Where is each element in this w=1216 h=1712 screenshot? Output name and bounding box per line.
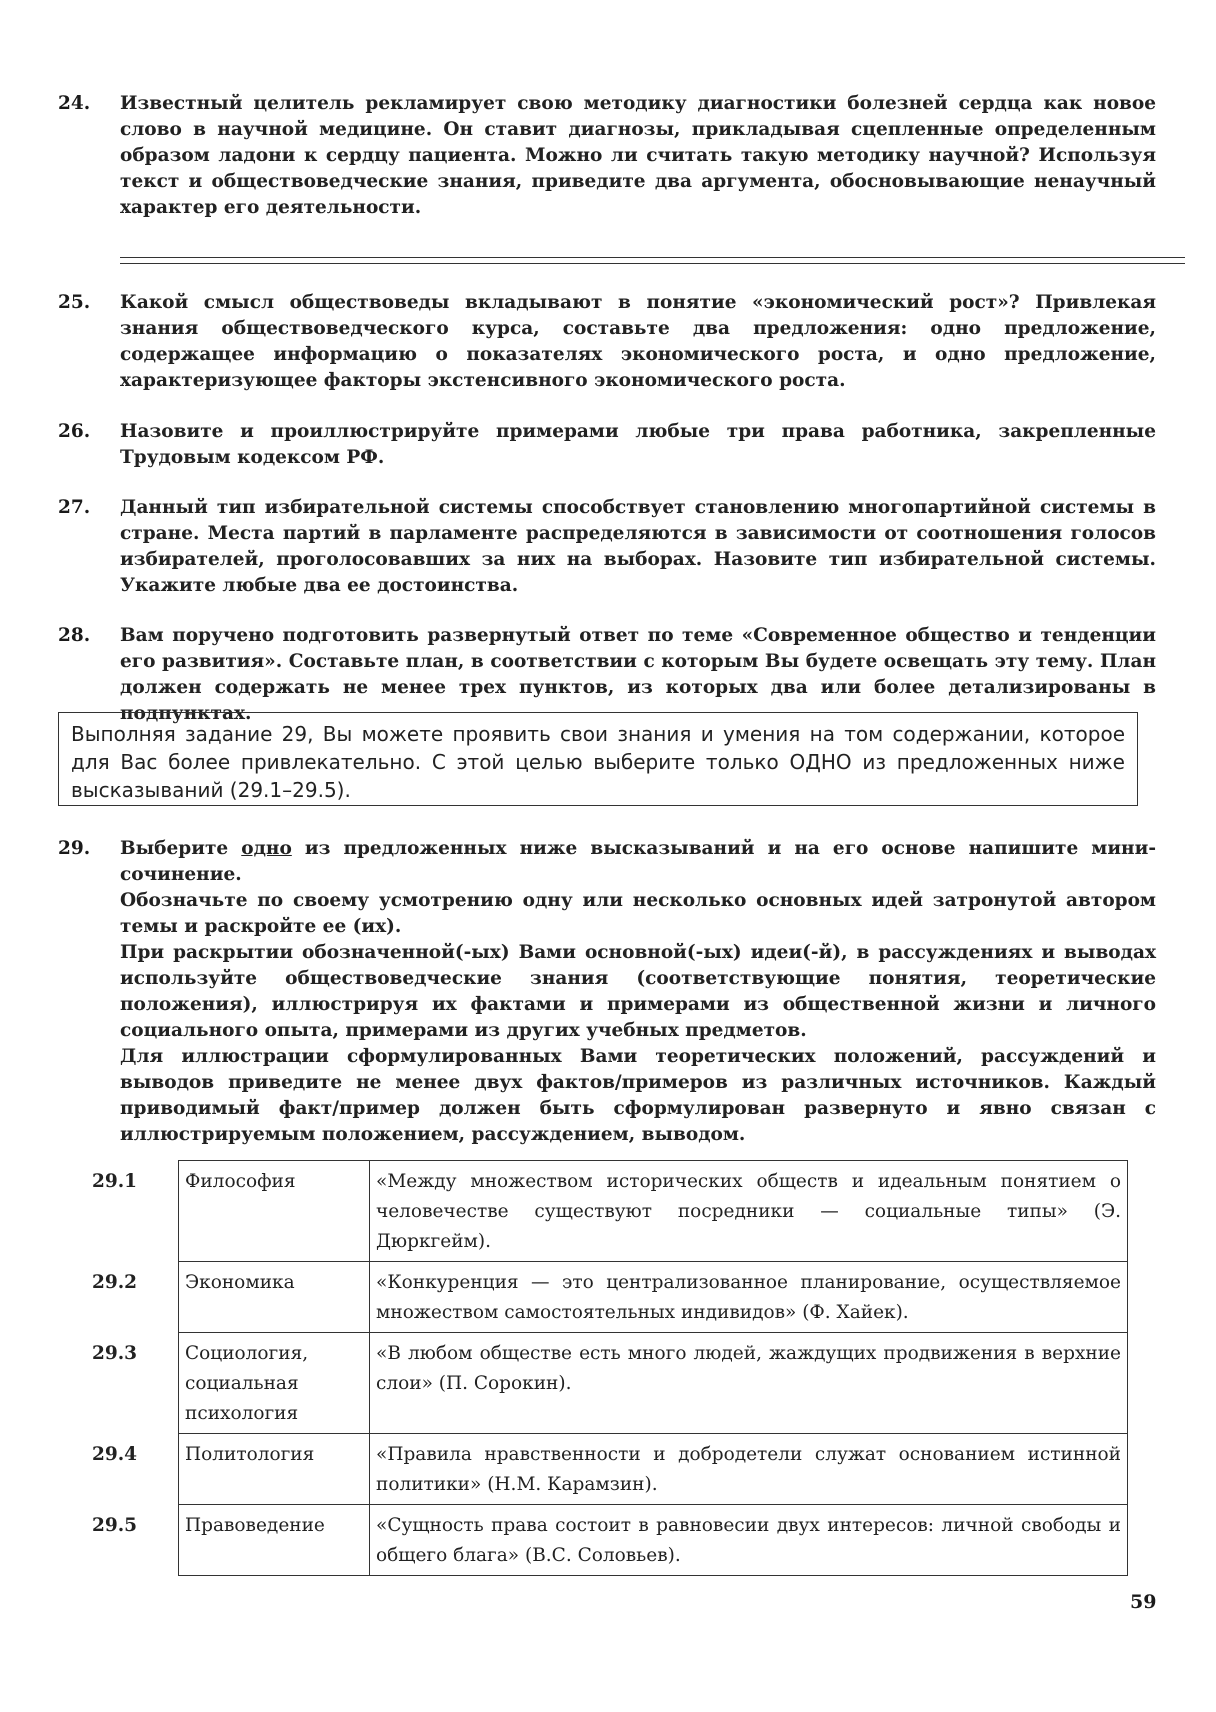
task-number: 28. bbox=[58, 625, 91, 646]
task-text: Какой смысл обществоведы вкладывают в понятие «экономический рост»? Привлекая знания обществоведческого курса, составьте два предложения: одно предложение, содержащее информацию о показателях экономического роста, и одно предложение, характеризующее факторы экстенсивного экономического роста. bbox=[120, 292, 1156, 391]
task-number: 29. bbox=[58, 838, 91, 859]
quote-number: 29.4 bbox=[92, 1443, 138, 1465]
quote-text: «В любом обществе есть много людей, жаждущих продвижения в верхние слои» (П. Сорокин). bbox=[370, 1333, 1128, 1434]
task-text: Данный тип избирательной системы способствует становлению многопартийной системы в стране. Места партий в парламенте распределяются в зависимости от соотношения голосов избирателей, проголосовавших за них на выборах. Назовите тип избирательной системы. Укажите любые два ее достоинства. bbox=[120, 497, 1156, 596]
quote-subject: Политология bbox=[179, 1434, 370, 1505]
task-26 bbox=[58, 419, 1156, 471]
task-text: Назовите и проиллюстрируйте примерами любые три права работника, закрепленные Трудовым кодексом РФ. bbox=[120, 421, 1156, 468]
quote-number: 29.3 bbox=[92, 1342, 138, 1364]
quote-subject: Философия bbox=[179, 1161, 370, 1262]
quote-text: «Между множеством исторических обществ и идеальным понятием о человечестве существуют посредники — социальные типы» (Э. Дюркгейм). bbox=[370, 1161, 1128, 1262]
task-number: 26. bbox=[58, 421, 91, 442]
task-24 bbox=[58, 91, 1156, 221]
page-number: 59 bbox=[1130, 1591, 1157, 1613]
quotes-table bbox=[86, 1160, 1128, 1576]
table-row bbox=[86, 1505, 1128, 1576]
task-29 bbox=[58, 836, 1156, 1148]
quote-text: «Сущность права состоит в равновесии двух интересов: личной свободы и общего блага» (В.С. Соловьев). bbox=[370, 1505, 1128, 1576]
quote-number: 29.1 bbox=[92, 1170, 138, 1192]
task-27 bbox=[58, 495, 1156, 599]
quote-text: «Правила нравственности и добродетели служат основанием истинной политики» (Н.М. Карамзин). bbox=[370, 1434, 1128, 1505]
task-25 bbox=[58, 290, 1156, 394]
quote-text: «Конкуренция — это централизованное планирование, осуществляемое множеством самостоятельных индивидов» (Ф. Хайек). bbox=[370, 1262, 1128, 1333]
table-row bbox=[86, 1262, 1128, 1333]
quote-subject: Экономика bbox=[179, 1262, 370, 1333]
quote-subject: Правоведение bbox=[179, 1505, 370, 1576]
quote-number: 29.5 bbox=[92, 1514, 138, 1536]
table-row bbox=[86, 1333, 1128, 1434]
task29-paragraph: Обозначьте по своему усмотрению одну или несколько основных идей затронутой автором темы и раскройте ее (их). bbox=[120, 890, 1156, 937]
table-row bbox=[86, 1161, 1128, 1262]
task29-paragraph: Для иллюстрации сформулированных Вами теоретических положений, рассуждений и выводов приведите не менее двух фактов/примеров из различных источников. Каждый приводимый факт/пример должен быть сформулирован развернуто и явно связан с иллюстрируемым положением, рассуждением, выводом. bbox=[120, 1046, 1156, 1145]
task-number: 25. bbox=[58, 292, 91, 313]
quote-number: 29.2 bbox=[92, 1271, 138, 1293]
task29-lead bbox=[120, 836, 1156, 888]
instruction-box: Выполняя задание 29, Вы можете проявить свои знания и умения на том содержании, которое для Вас более привлекательно. С этой целью выберите только ОДНО из предложенных ниже высказываний (29.1–29.5). bbox=[58, 712, 1138, 806]
quote-subject: Социология, социальная психология bbox=[179, 1333, 370, 1434]
table-row bbox=[86, 1434, 1128, 1505]
task-text bbox=[120, 836, 1156, 1148]
task-text: Вам поручено подготовить развернутый ответ по теме «Современное общество и тенденции его развития». Составьте план, в соответствии с которым Вы будете освещать эту тему. План должен содержать не менее трех пунктов, из которых два или более детализированы в подпунктах. bbox=[120, 625, 1156, 724]
task-number: 27. bbox=[58, 497, 91, 518]
lead-emphasis: одно bbox=[241, 838, 292, 859]
lead-text: из предложенных ниже высказываний и на его основе напишите мини-сочинение. bbox=[120, 838, 1156, 885]
task29-paragraph: При раскрытии обозначенной(-ых) Вами основной(-ых) идеи(-й), в рассуждениях и выводах используйте обществоведческие знания (соответствующие понятия, теоретические положения), иллюстрируя их фактами и примерами из общественной жизни и личного социального опыта, примерами из других учебных предметов. bbox=[120, 942, 1156, 1041]
lead-text: Выберите bbox=[120, 838, 229, 859]
task-number: 24. bbox=[58, 93, 91, 114]
answer-line bbox=[120, 257, 1185, 264]
task-text: Известный целитель рекламирует свою методику диагностики болезней сердца как новое слово в научной медицине. Он ставит диагнозы, прикладывая сцепленные определенным образом ладони к сердцу пациента. Можно ли считать такую методику научной? Используя текст и обществоведческие знания, приведите два аргумента, обосновывающие ненаучный характер его деятельности. bbox=[120, 93, 1156, 218]
